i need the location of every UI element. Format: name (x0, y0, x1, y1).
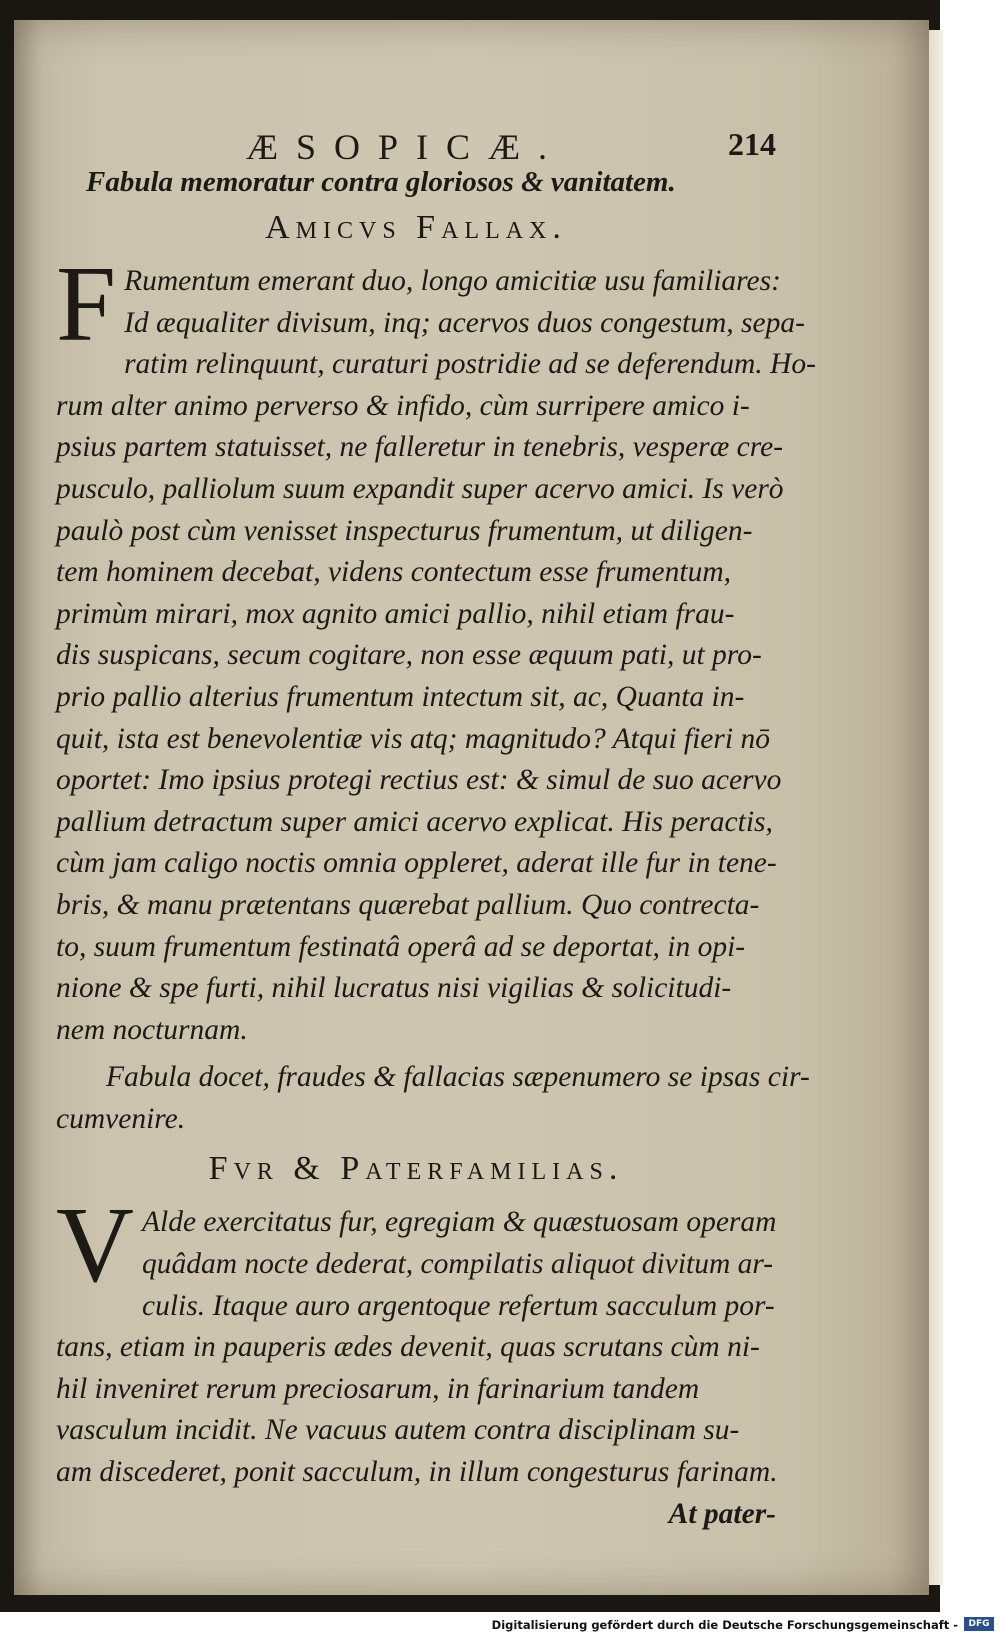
text-line: ratim relinquunt, curaturi postridie ad se deferendum. Ho- (124, 348, 816, 381)
text-line: cùm jam caligo noctis omnia oppleret, aderat ille fur in tene- (56, 847, 777, 880)
funding-credit: Digitalisierung gefördert durch die Deutsche Forschungsgemeinschaft - (491, 1618, 958, 1632)
book-page (14, 20, 929, 1595)
fable2-drop-cap: V (56, 1186, 134, 1306)
text-line: nem nocturnam. (56, 1013, 248, 1046)
text-line: psius partem statuisset, ne falleretur in tenebris, vesperæ cre- (56, 431, 784, 464)
text-line: tans, etiam in pauperis ædes devenit, quas scrutans cùm ni- (56, 1331, 760, 1364)
text-line: nione & spe furti, nihil lucratus nisi vigilias & solicitudi- (56, 972, 732, 1005)
text-line: pusculo, palliolum suum expandit super acervo amici. Is verò (56, 472, 784, 505)
text-line: paulò post cùm venisset inspecturus frumentum, ut diligen- (56, 514, 753, 547)
fable1-text (56, 245, 816, 1051)
text-line: primùm mirari, mox agnito amici pallio, nihil etiam frau- (56, 597, 735, 630)
text-line: rum alter animo perverso & infido, cùm surripere amico i- (56, 389, 750, 422)
text-line: Id æqualiter divisum, inq; acervos duos congestum, sepa- (124, 306, 805, 339)
text-line: am discederet, ponit sacculum, in illum congesturus farinam. (56, 1456, 778, 1489)
text-block (56, 108, 816, 1535)
page-number: 214 (728, 126, 776, 162)
page-edge (929, 30, 943, 1585)
text-line: bris, & manu prætentans quærebat pallium. Quo contrecta- (56, 888, 760, 921)
running-head-title: ÆSOPICÆ. (246, 127, 566, 167)
text-line: dis suspicans, secum cogitare, non esse æquum pati, ut pro- (56, 639, 762, 672)
text-line: prio pallio alterius frumentum intectum sit, ac, Quanta in- (56, 680, 745, 713)
text-line: Rumentum emerant duo, longo amicitiæ usu familiares: (124, 265, 781, 297)
fable1-drop-cap: F (56, 245, 117, 364)
fable1-moral-line: Fabula memoratur contra gloriosos & vanitatem. (86, 166, 676, 198)
text-line: Alde exercitatus fur, egregiam & quæstuosam operam (142, 1206, 777, 1239)
text-line: tem hominem decebat, videns contectum esse frumentum, (56, 556, 732, 589)
text-line: hil inveniret rerum preciosarum, in farinarium tandem (56, 1372, 700, 1405)
text-line: quâdam nocte dederat, compilatis aliquot divitum ar- (142, 1248, 774, 1281)
footer-bar (0, 1612, 1000, 1638)
fable2-title: Fvr & Paterfamilias. (208, 1150, 624, 1188)
text-line: to, suum frumentum festinatâ operâ ad se deportat, in opi- (56, 930, 746, 963)
running-head (56, 108, 776, 166)
catchword: At pater- (668, 1497, 776, 1530)
moral-line: cumvenire. (56, 1102, 186, 1135)
fable2-text (56, 1186, 778, 1493)
text-line: pallium detractum super amici acervo explicat. His peractis, (56, 805, 773, 838)
dfg-logo: DFG (964, 1617, 994, 1631)
text-line: culis. Itaque auro argentoque refertum sacculum por- (142, 1289, 775, 1322)
fable1-title: Amicvs Fallax. (265, 209, 567, 246)
text-line: oportet: Imo ipsius protegi rectius est: & simul de suo acervo (56, 764, 782, 797)
moral-line: Fabula docet, fraudes & fallacias sæpenumero se ipsas cir- (106, 1061, 810, 1094)
text-line: quit, ista est benevolentiæ vis atq; magnitudo? Atqui fieri nō (56, 722, 770, 755)
fable1-moral (56, 1057, 810, 1140)
text-line: vasculum incidit. Ne vacuus autem contra disciplinam su- (56, 1414, 740, 1447)
